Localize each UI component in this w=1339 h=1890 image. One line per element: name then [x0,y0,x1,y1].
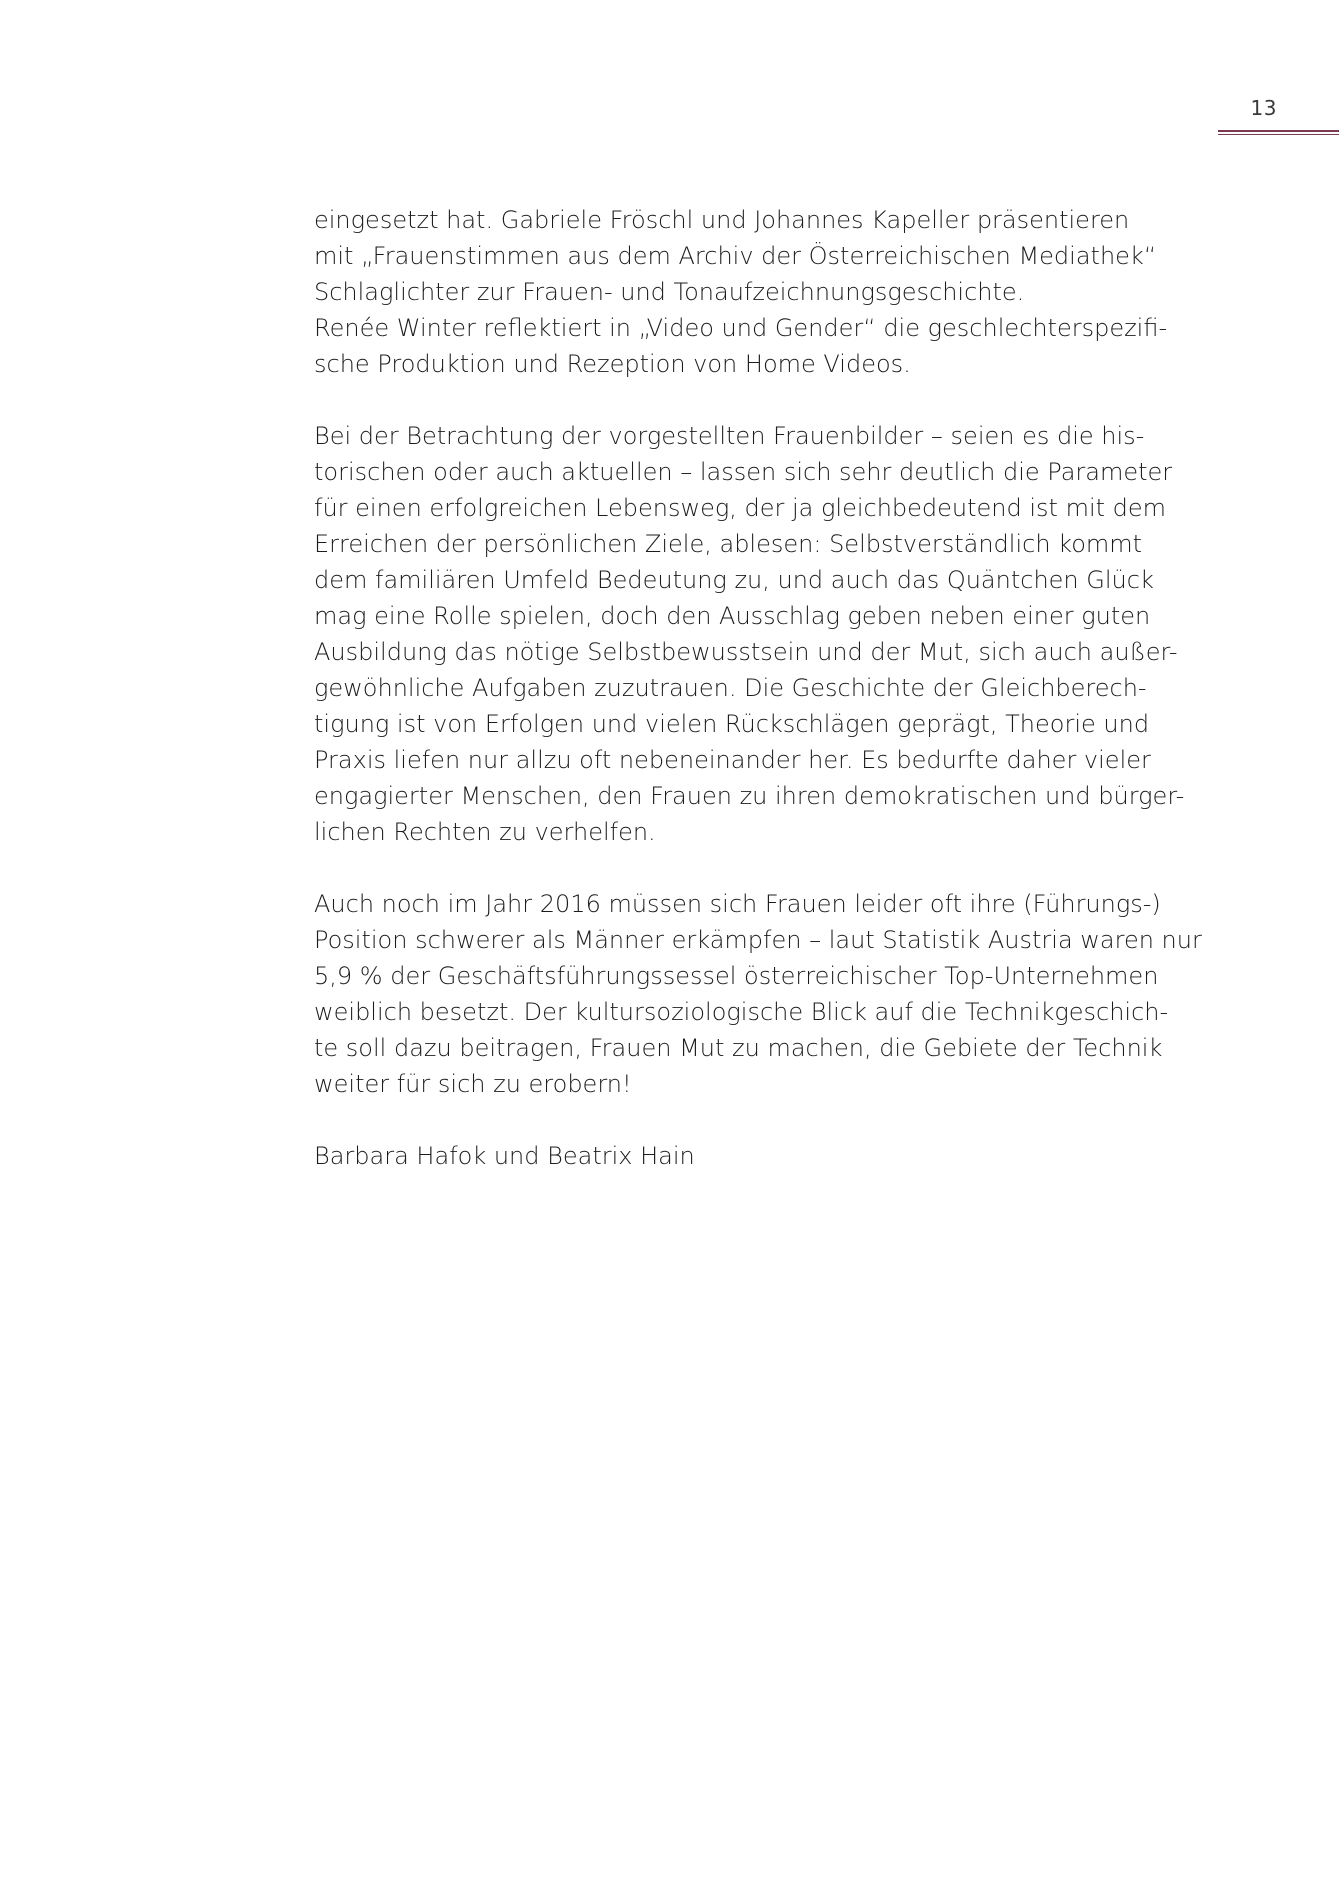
text-line: tigung ist von Erfolgen und vielen Rückschlägen geprägt, Theorie und [314,710,1150,738]
text-line: Position schwerer als Männer erkämpfen – laut Statistik Austria waren nur [314,926,1202,954]
paragraph-gap [314,850,1194,886]
text-line: torischen oder auch aktuellen – lassen sich sehr deutlich die Parameter [314,458,1173,486]
paragraph-gap [314,1102,1194,1138]
text-line: te soll dazu beitragen, Frauen Mut zu machen, die Gebiete der Technik [314,1034,1163,1062]
text-line: engagierter Menschen, den Frauen zu ihren demokratischen und bürger- [314,782,1185,810]
text-line: für einen erfolgreichen Lebensweg, der ja gleichbedeutend ist mit dem [314,494,1167,522]
text-line: eingesetzt hat. Gabriele Fröschl und Johannes Kapeller präsentieren [314,206,1130,234]
text-line: Praxis liefen nur allzu oft nebeneinander her. Es bedurfte daher vieler [314,746,1151,774]
signature: Barbara Hafok und Beatrix Hain [314,1142,695,1170]
paragraph-1 [314,202,1194,382]
paragraph-3 [314,886,1202,1102]
page-number: 13 [1250,96,1277,120]
text-line: Ausbildung das nötige Selbstbewusstsein und der Mut, sich auch außer- [314,638,1178,666]
paragraph-gap [314,382,1194,418]
text-line: sche Produktion und Rezeption von Home Videos. [314,350,911,378]
text-line: Schlaglichter zur Frauen- und Tonaufzeichnungsgeschichte. [314,278,1025,306]
text-line: Renée Winter reflektiert in „Video und Gender“ die geschlechterspezifi- [314,314,1168,342]
text-line: mit „Frauenstimmen aus dem Archiv der Österreichischen Mediathek“ [314,242,1157,270]
text-line: mag eine Rolle spielen, doch den Ausschlag geben neben einer guten [314,602,1151,630]
text-line: weiblich besetzt. Der kultursoziologische Blick auf die Technikgeschich- [314,998,1169,1026]
text-line: 5,9 % der Geschäftsführungssessel österreichischer Top-Unternehmen [314,962,1159,990]
body-text [314,202,1202,1174]
text-line: Auch noch im Jahr 2016 müssen sich Frauen leider oft ihre (Führungs-) [314,890,1161,918]
text-line: Bei der Betrachtung der vorgestellten Frauenbilder – seien es die his- [314,422,1145,450]
text-line: gewöhnliche Aufgaben zuzutrauen. Die Geschichte der Gleichberech- [314,674,1147,702]
paragraph-2 [314,418,1194,850]
text-line: Erreichen der persönlichen Ziele, ablesen: Selbstverständlich kommt [314,530,1143,558]
text-line: dem familiären Umfeld Bedeutung zu, und auch das Quäntchen Glück [314,566,1154,594]
header-rule [1218,130,1339,135]
text-line: lichen Rechten zu verhelfen. [314,818,656,846]
text-line: weiter für sich zu erobern! [314,1070,632,1098]
